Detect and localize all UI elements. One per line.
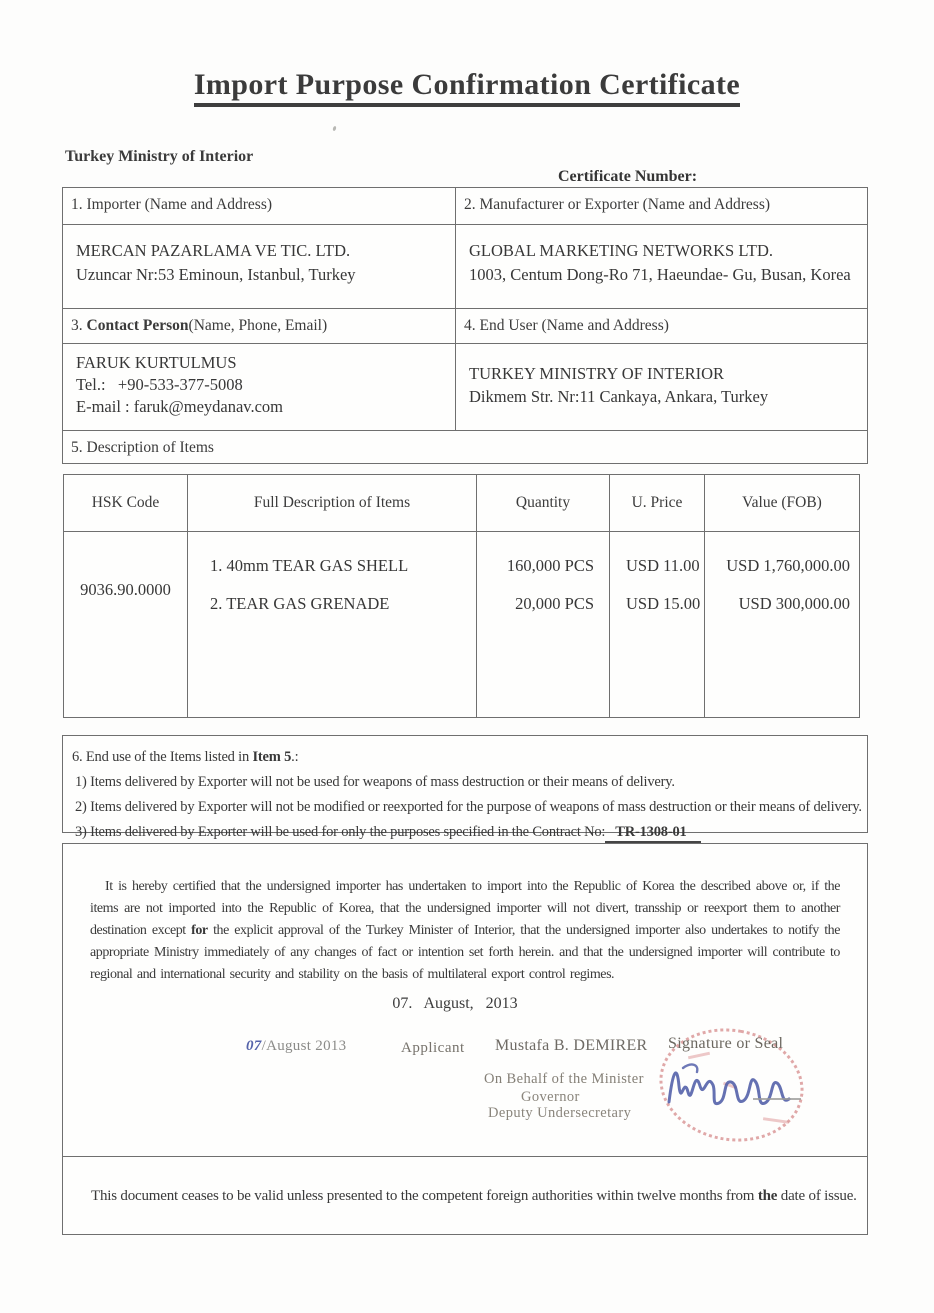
- applicant-name: Mustafa B. DEMIRER: [495, 1037, 648, 1054]
- exporter-name: GLOBAL MARKETING NETWORKS LTD.: [469, 241, 774, 260]
- col-header-quantity: Quantity: [477, 475, 610, 531]
- stamped-date-rest: /August 2013: [261, 1038, 347, 1054]
- exporter-value: [456, 225, 867, 308]
- col-header-unit-price: U. Price: [610, 475, 705, 531]
- table-row: [63, 431, 867, 463]
- value-fob-cell: [705, 532, 859, 717]
- signature-or-seal-label: Signature or Seal: [668, 1035, 784, 1052]
- stamped-date: [246, 1038, 346, 1055]
- certification-text-2: the explicit approval of the Turkey Minister of Interior, that the undersigned importer also undertakes to notify the appropriate Ministry immediately of any changes of fact or intention set forth herein. and that the undersigned importer will contribute to regional and international security and stability on the basis of multilateral export control regimes.: [90, 923, 840, 982]
- items-table: [63, 474, 860, 718]
- hsk-code-cell: 9036.90.0000: [64, 532, 188, 717]
- contact-email: E-mail : faruk@meydanav.com: [76, 397, 284, 416]
- importer-value: [63, 225, 456, 308]
- issue-date: 07. August, 2013: [392, 995, 518, 1012]
- quantity-cell: [477, 532, 610, 717]
- validity-text-2: date of issue.: [777, 1188, 857, 1204]
- table-row: [63, 309, 867, 344]
- certificate-number-label: Certificate Number:: [558, 168, 698, 185]
- item-description: 1. 40mm TEAR GAS SHELL: [210, 556, 409, 575]
- contact-label-prefix: 3.: [71, 317, 87, 334]
- items-table-header: [64, 475, 859, 532]
- exporter-label: 2. Manufacturer or Exporter (Name and Address): [464, 196, 771, 213]
- stamped-date-day: 07: [246, 1038, 262, 1054]
- certification-text-bold: for: [191, 923, 208, 938]
- col-header-description: Full Description of Items: [188, 475, 477, 531]
- item-quantity: 20,000 PCS: [515, 594, 594, 613]
- contact-label-bold: Contact Person: [86, 317, 189, 334]
- end-use-clause-3-text: 3) Items delivered by Exporter will be used for only the purposes specified in the Contract No:: [75, 824, 606, 840]
- importer-name: MERCAN PAZARLAMA VE TIC. LTD.: [76, 241, 351, 260]
- table-row: [63, 344, 867, 431]
- end-use-title-prefix: 6. End use of the Items listed in: [72, 749, 253, 765]
- description-cell: [188, 532, 477, 717]
- validity-text-1: This document ceases to be valid unless presented to the competent foreign authorities within twelve months from: [91, 1188, 758, 1204]
- governor-line: Governor: [521, 1089, 580, 1105]
- item-description: 2. TEAR GAS GRENADE: [210, 594, 390, 613]
- deputy-undersecretary-line: Deputy Undersecretary: [488, 1105, 632, 1121]
- contact-label-suffix: (Name, Phone, Email): [188, 317, 328, 334]
- validity-text-bold: the: [757, 1188, 778, 1204]
- applicant-label: Applicant: [401, 1040, 465, 1056]
- end-use-clause-1: 1) Items delivered by Exporter will not be used for weapons of mass destruction or their means of delivery.: [75, 774, 675, 790]
- end-user-value: [456, 344, 867, 430]
- handwritten-signature: [661, 1052, 836, 1118]
- contact-label: [63, 309, 456, 343]
- certification-paragraph: [90, 876, 840, 986]
- contract-number: TR-1308-01: [605, 824, 700, 843]
- contact-value: [63, 344, 456, 430]
- end-use-title-suffix: .:: [291, 749, 299, 765]
- end-use-title: [72, 745, 859, 770]
- contact-phone: Tel.: +90-533-377-5008: [76, 375, 243, 394]
- item-value: USD 300,000.00: [738, 594, 850, 613]
- unit-price-cell: [610, 532, 705, 717]
- item-value: USD 1,760,000.00: [726, 556, 850, 575]
- item-unit-price: USD 11.00: [626, 556, 700, 575]
- certification-section: [62, 843, 868, 1157]
- end-use-clause-3: [72, 820, 859, 845]
- col-header-value-fob: Value (FOB): [742, 494, 822, 511]
- ministry-heading: Turkey Ministry of Interior: [65, 148, 254, 165]
- certification-text-1: It is hereby certified that the undersigned importer has undertaken to import into the Republic of Korea the described above or, if the items are not imported into the Republic of Korea, that the undersigned importer will not divert, transship or reexport them to another destination except: [90, 879, 840, 938]
- scan-artifact-speck: [332, 126, 336, 132]
- item-unit-price: USD 15.00: [626, 594, 701, 613]
- on-behalf-line: On Behalf of the Minister: [484, 1071, 644, 1087]
- end-use-clause-2: 2) Items delivered by Exporter will not be modified or reexported for the purpose of weapons of mass destruction or their means of delivery.: [75, 799, 862, 815]
- title-wrap: [0, 68, 934, 107]
- importer-address: Uzuncar Nr:53 Eminoun, Istanbul, Turkey: [76, 265, 356, 284]
- col-header-hsk-code: HSK Code: [64, 475, 188, 531]
- end-user-address: Dikmem Str. Nr:11 Cankaya, Ankara, Turkey: [469, 387, 769, 406]
- validity-footer: [62, 1156, 868, 1235]
- end-use-section: [62, 735, 868, 840]
- items-table-body: [64, 532, 859, 717]
- item-quantity: 160,000 PCS: [506, 556, 594, 575]
- description-section-label: 5. Description of Items: [71, 439, 214, 456]
- end-user-label: 4. End User (Name and Address): [464, 317, 669, 334]
- signature-underline: [753, 1098, 801, 1100]
- parties-table: [62, 187, 868, 464]
- end-user-name: TURKEY MINISTRY OF INTERIOR: [469, 364, 724, 383]
- table-row: [63, 225, 867, 309]
- page-title: Import Purpose Confirmation Certificate: [194, 68, 740, 107]
- exporter-address: 1003, Centum Dong-Ro 71, Haeundae- Gu, Busan, Korea: [469, 265, 851, 284]
- table-row: [63, 188, 867, 225]
- importer-label: 1. Importer (Name and Address): [63, 188, 456, 224]
- end-use-title-bold: Item 5: [252, 749, 292, 765]
- contact-name: FARUK KURTULMUS: [76, 353, 237, 372]
